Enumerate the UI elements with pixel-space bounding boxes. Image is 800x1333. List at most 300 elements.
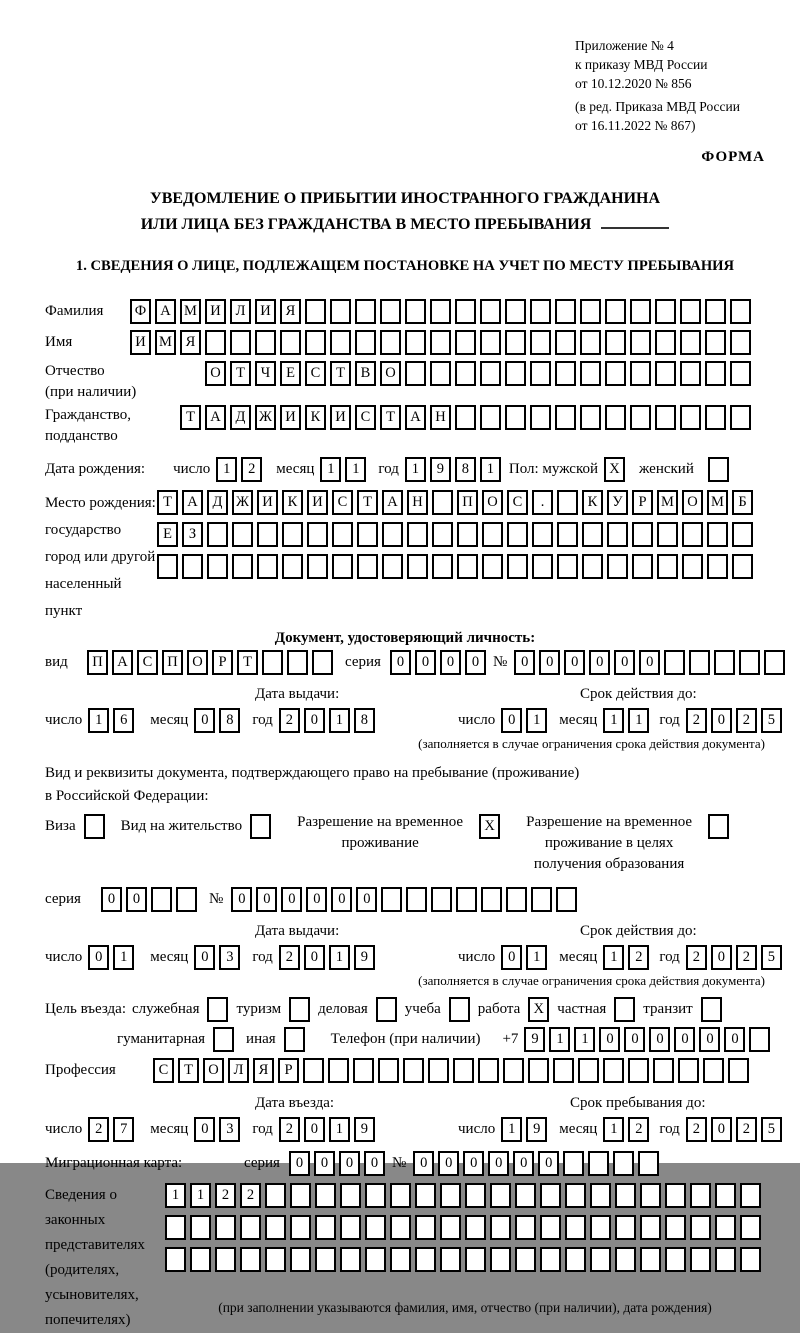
form-cell[interactable]: [357, 522, 378, 547]
form-cell[interactable]: [406, 887, 427, 912]
form-cell[interactable]: Р: [212, 650, 233, 675]
form-cell[interactable]: [440, 1247, 461, 1272]
form-cell[interactable]: [428, 1058, 449, 1083]
form-cell[interactable]: [290, 1215, 311, 1240]
form-cell[interactable]: [432, 490, 453, 515]
form-cell[interactable]: [557, 522, 578, 547]
form-cell[interactable]: [540, 1247, 561, 1272]
form-cell[interactable]: [665, 1215, 686, 1240]
form-cell[interactable]: [730, 299, 751, 324]
form-cell[interactable]: 1: [113, 945, 134, 970]
form-cell[interactable]: [557, 490, 578, 515]
form-cell[interactable]: [407, 554, 428, 579]
form-cell[interactable]: [232, 554, 253, 579]
form-cell[interactable]: С: [153, 1058, 174, 1083]
form-cell[interactable]: [530, 361, 551, 386]
form-cell[interactable]: [151, 887, 172, 912]
form-cell[interactable]: [255, 330, 276, 355]
form-cell[interactable]: [580, 299, 601, 324]
form-cell[interactable]: [563, 1151, 584, 1176]
form-cell[interactable]: А: [205, 405, 226, 430]
form-cell[interactable]: [328, 1058, 349, 1083]
form-cell[interactable]: [340, 1247, 361, 1272]
form-cell[interactable]: [340, 1215, 361, 1240]
form-cell[interactable]: [415, 1247, 436, 1272]
form-cell[interactable]: [630, 361, 651, 386]
form-cell[interactable]: 0: [438, 1151, 459, 1176]
form-cell[interactable]: [315, 1183, 336, 1208]
form-cell[interactable]: З: [182, 522, 203, 547]
form-cell[interactable]: 1: [628, 708, 649, 733]
form-cell[interactable]: А: [382, 490, 403, 515]
form-cell[interactable]: Л: [228, 1058, 249, 1083]
form-cell[interactable]: [557, 554, 578, 579]
form-cell[interactable]: [690, 1247, 711, 1272]
form-cell[interactable]: [640, 1183, 661, 1208]
form-cell[interactable]: 1: [526, 945, 547, 970]
form-cell[interactable]: 0: [304, 945, 325, 970]
form-cell[interactable]: 1: [501, 1117, 522, 1142]
purpose-checkbox[interactable]: [701, 997, 722, 1022]
form-cell[interactable]: [680, 299, 701, 324]
form-cell[interactable]: [190, 1215, 211, 1240]
form-cell[interactable]: Л: [230, 299, 251, 324]
form-cell[interactable]: [390, 1215, 411, 1240]
form-cell[interactable]: [230, 330, 251, 355]
form-cell[interactable]: [707, 522, 728, 547]
form-cell[interactable]: 0: [314, 1151, 335, 1176]
form-cell[interactable]: 1: [603, 945, 624, 970]
form-cell[interactable]: [732, 554, 753, 579]
form-cell[interactable]: 1: [165, 1183, 186, 1208]
form-cell[interactable]: [715, 1215, 736, 1240]
form-cell[interactable]: [307, 554, 328, 579]
form-cell[interactable]: [457, 554, 478, 579]
form-cell[interactable]: М: [707, 490, 728, 515]
form-cell[interactable]: [262, 650, 283, 675]
form-cell[interactable]: [690, 1215, 711, 1240]
form-cell[interactable]: [505, 330, 526, 355]
form-cell[interactable]: [605, 299, 626, 324]
form-cell[interactable]: [653, 1058, 674, 1083]
form-cell[interactable]: 2: [628, 945, 649, 970]
form-cell[interactable]: 5: [761, 708, 782, 733]
form-cell[interactable]: [555, 361, 576, 386]
form-cell[interactable]: 0: [711, 1117, 732, 1142]
form-cell[interactable]: Е: [157, 522, 178, 547]
form-cell[interactable]: 0: [614, 650, 635, 675]
form-cell[interactable]: [465, 1183, 486, 1208]
form-cell[interactable]: 3: [219, 1117, 240, 1142]
form-cell[interactable]: [664, 650, 685, 675]
form-cell[interactable]: 0: [413, 1151, 434, 1176]
form-cell[interactable]: [507, 522, 528, 547]
form-cell[interactable]: [165, 1247, 186, 1272]
form-cell[interactable]: [657, 554, 678, 579]
form-cell[interactable]: 2: [279, 1117, 300, 1142]
form-cell[interactable]: [590, 1247, 611, 1272]
form-cell[interactable]: [403, 1058, 424, 1083]
form-cell[interactable]: 0: [649, 1027, 670, 1052]
form-cell[interactable]: И: [205, 299, 226, 324]
form-cell[interactable]: [690, 1183, 711, 1208]
form-cell[interactable]: [365, 1183, 386, 1208]
form-cell[interactable]: [628, 1058, 649, 1083]
form-cell[interactable]: [603, 1058, 624, 1083]
form-cell[interactable]: [353, 1058, 374, 1083]
form-cell[interactable]: [689, 650, 710, 675]
form-cell[interactable]: [303, 1058, 324, 1083]
form-cell[interactable]: [588, 1151, 609, 1176]
form-cell[interactable]: [582, 522, 603, 547]
form-cell[interactable]: [632, 522, 653, 547]
form-cell[interactable]: 0: [126, 887, 147, 912]
form-cell[interactable]: [678, 1058, 699, 1083]
form-cell[interactable]: [355, 299, 376, 324]
purpose-checkbox[interactable]: [213, 1027, 234, 1052]
form-cell[interactable]: [555, 405, 576, 430]
form-cell[interactable]: [530, 299, 551, 324]
form-cell[interactable]: [378, 1058, 399, 1083]
form-cell[interactable]: [453, 1058, 474, 1083]
form-cell[interactable]: .: [532, 490, 553, 515]
form-cell[interactable]: Т: [157, 490, 178, 515]
form-cell[interactable]: [440, 1183, 461, 1208]
form-cell[interactable]: [440, 1215, 461, 1240]
form-cell[interactable]: [515, 1183, 536, 1208]
form-cell[interactable]: С: [355, 405, 376, 430]
form-cell[interactable]: [532, 522, 553, 547]
form-cell[interactable]: Б: [732, 490, 753, 515]
form-cell[interactable]: 2: [686, 708, 707, 733]
form-cell[interactable]: [305, 330, 326, 355]
form-cell[interactable]: [405, 299, 426, 324]
form-cell[interactable]: 5: [761, 1117, 782, 1142]
form-cell[interactable]: 0: [194, 708, 215, 733]
form-cell[interactable]: Р: [632, 490, 653, 515]
form-cell[interactable]: [615, 1247, 636, 1272]
form-cell[interactable]: 2: [686, 945, 707, 970]
form-cell[interactable]: 0: [331, 887, 352, 912]
form-cell[interactable]: [630, 405, 651, 430]
form-cell[interactable]: [490, 1215, 511, 1240]
form-cell[interactable]: [728, 1058, 749, 1083]
form-cell[interactable]: [714, 650, 735, 675]
form-cell[interactable]: 0: [711, 708, 732, 733]
form-cell[interactable]: [265, 1183, 286, 1208]
form-cell[interactable]: 0: [711, 945, 732, 970]
form-cell[interactable]: 0: [88, 945, 109, 970]
form-cell[interactable]: [590, 1183, 611, 1208]
form-cell[interactable]: П: [457, 490, 478, 515]
form-cell[interactable]: [703, 1058, 724, 1083]
form-cell[interactable]: 0: [415, 650, 436, 675]
form-cell[interactable]: 0: [256, 887, 277, 912]
form-cell[interactable]: [312, 650, 333, 675]
form-cell[interactable]: [182, 554, 203, 579]
form-cell[interactable]: [565, 1247, 586, 1272]
form-cell[interactable]: 2: [279, 708, 300, 733]
form-cell[interactable]: Д: [230, 405, 251, 430]
form-cell[interactable]: Я: [180, 330, 201, 355]
form-cell[interactable]: 0: [440, 650, 461, 675]
form-cell[interactable]: 8: [354, 708, 375, 733]
form-cell[interactable]: 1: [190, 1183, 211, 1208]
form-cell[interactable]: [680, 361, 701, 386]
form-cell[interactable]: [465, 1247, 486, 1272]
form-cell[interactable]: 1: [329, 708, 350, 733]
form-cell[interactable]: [740, 1183, 761, 1208]
form-cell[interactable]: [580, 405, 601, 430]
purpose-checkbox[interactable]: [284, 1027, 305, 1052]
form-cell[interactable]: С: [137, 650, 158, 675]
form-cell[interactable]: [287, 650, 308, 675]
form-cell[interactable]: 0: [699, 1027, 720, 1052]
form-cell[interactable]: 1: [480, 457, 501, 482]
form-cell[interactable]: [490, 1183, 511, 1208]
form-cell[interactable]: 0: [289, 1151, 310, 1176]
form-cell[interactable]: [705, 330, 726, 355]
form-cell[interactable]: [480, 405, 501, 430]
form-cell[interactable]: Я: [280, 299, 301, 324]
form-cell[interactable]: [578, 1058, 599, 1083]
form-cell[interactable]: 1: [603, 1117, 624, 1142]
form-cell[interactable]: 0: [465, 650, 486, 675]
form-cell[interactable]: [530, 405, 551, 430]
form-cell[interactable]: Т: [330, 361, 351, 386]
form-cell[interactable]: 9: [524, 1027, 545, 1052]
form-cell[interactable]: [457, 522, 478, 547]
form-cell[interactable]: [390, 1183, 411, 1208]
form-cell[interactable]: К: [582, 490, 603, 515]
form-cell[interactable]: 9: [354, 945, 375, 970]
form-cell[interactable]: [382, 554, 403, 579]
form-cell[interactable]: С: [305, 361, 326, 386]
form-cell[interactable]: [515, 1215, 536, 1240]
form-cell[interactable]: [638, 1151, 659, 1176]
form-cell[interactable]: [540, 1215, 561, 1240]
purpose-checkbox[interactable]: X: [528, 997, 549, 1022]
form-cell[interactable]: [715, 1183, 736, 1208]
form-cell[interactable]: [605, 361, 626, 386]
form-cell[interactable]: [465, 1215, 486, 1240]
form-cell[interactable]: [290, 1247, 311, 1272]
form-cell[interactable]: 8: [219, 708, 240, 733]
form-cell[interactable]: П: [162, 650, 183, 675]
form-cell[interactable]: 9: [430, 457, 451, 482]
form-cell[interactable]: [405, 361, 426, 386]
form-cell[interactable]: К: [305, 405, 326, 430]
form-cell[interactable]: [176, 887, 197, 912]
form-cell[interactable]: [655, 405, 676, 430]
form-cell[interactable]: О: [203, 1058, 224, 1083]
form-cell[interactable]: 2: [241, 457, 262, 482]
form-cell[interactable]: [205, 330, 226, 355]
form-cell[interactable]: [630, 330, 651, 355]
form-cell[interactable]: М: [180, 299, 201, 324]
form-cell[interactable]: [481, 887, 502, 912]
form-cell[interactable]: [232, 522, 253, 547]
form-cell[interactable]: [431, 887, 452, 912]
form-cell[interactable]: [705, 361, 726, 386]
form-cell[interactable]: 3: [219, 945, 240, 970]
form-cell[interactable]: [730, 405, 751, 430]
form-cell[interactable]: [282, 554, 303, 579]
form-cell[interactable]: Т: [230, 361, 251, 386]
form-cell[interactable]: [605, 330, 626, 355]
form-cell[interactable]: [680, 405, 701, 430]
form-cell[interactable]: Р: [278, 1058, 299, 1083]
form-cell[interactable]: [555, 299, 576, 324]
form-cell[interactable]: [380, 330, 401, 355]
form-cell[interactable]: [705, 299, 726, 324]
form-cell[interactable]: [280, 330, 301, 355]
form-cell[interactable]: 2: [215, 1183, 236, 1208]
form-cell[interactable]: [430, 361, 451, 386]
form-cell[interactable]: А: [405, 405, 426, 430]
form-cell[interactable]: [257, 554, 278, 579]
form-cell[interactable]: 0: [231, 887, 252, 912]
form-cell[interactable]: 7: [113, 1117, 134, 1142]
form-cell[interactable]: О: [205, 361, 226, 386]
form-cell[interactable]: О: [380, 361, 401, 386]
form-cell[interactable]: [190, 1247, 211, 1272]
form-cell[interactable]: И: [307, 490, 328, 515]
form-cell[interactable]: [565, 1215, 586, 1240]
form-cell[interactable]: 0: [339, 1151, 360, 1176]
form-cell[interactable]: 2: [240, 1183, 261, 1208]
form-cell[interactable]: И: [255, 299, 276, 324]
form-cell[interactable]: [590, 1215, 611, 1240]
form-cell[interactable]: [607, 554, 628, 579]
form-cell[interactable]: 1: [603, 708, 624, 733]
form-cell[interactable]: 9: [354, 1117, 375, 1142]
form-cell[interactable]: 2: [736, 945, 757, 970]
temp-residence-education-checkbox[interactable]: [708, 814, 729, 839]
form-cell[interactable]: О: [187, 650, 208, 675]
form-cell[interactable]: С: [507, 490, 528, 515]
form-cell[interactable]: [365, 1247, 386, 1272]
form-cell[interactable]: О: [682, 490, 703, 515]
form-cell[interactable]: [532, 554, 553, 579]
form-cell[interactable]: А: [112, 650, 133, 675]
form-cell[interactable]: А: [155, 299, 176, 324]
form-cell[interactable]: [655, 330, 676, 355]
form-cell[interactable]: [405, 330, 426, 355]
form-cell[interactable]: [680, 330, 701, 355]
form-cell[interactable]: [528, 1058, 549, 1083]
form-cell[interactable]: [215, 1215, 236, 1240]
form-cell[interactable]: Д: [207, 490, 228, 515]
form-cell[interactable]: Т: [180, 405, 201, 430]
purpose-checkbox[interactable]: [207, 997, 228, 1022]
form-cell[interactable]: [415, 1215, 436, 1240]
form-cell[interactable]: 2: [88, 1117, 109, 1142]
form-cell[interactable]: 0: [564, 650, 585, 675]
form-cell[interactable]: [607, 522, 628, 547]
form-cell[interactable]: [705, 405, 726, 430]
form-cell[interactable]: [332, 522, 353, 547]
form-cell[interactable]: 0: [589, 650, 610, 675]
form-cell[interactable]: [207, 522, 228, 547]
form-cell[interactable]: [530, 330, 551, 355]
form-cell[interactable]: [555, 330, 576, 355]
form-cell[interactable]: М: [155, 330, 176, 355]
form-cell[interactable]: 0: [281, 887, 302, 912]
form-cell[interactable]: [730, 330, 751, 355]
form-cell[interactable]: [380, 299, 401, 324]
form-cell[interactable]: [407, 522, 428, 547]
form-cell[interactable]: Н: [407, 490, 428, 515]
form-cell[interactable]: [265, 1215, 286, 1240]
temp-residence-checkbox[interactable]: X: [479, 814, 500, 839]
purpose-checkbox[interactable]: [614, 997, 635, 1022]
form-cell[interactable]: [315, 1247, 336, 1272]
form-cell[interactable]: [682, 554, 703, 579]
form-cell[interactable]: [655, 299, 676, 324]
form-cell[interactable]: [632, 554, 653, 579]
form-cell[interactable]: [305, 299, 326, 324]
form-cell[interactable]: [707, 554, 728, 579]
form-cell[interactable]: 1: [526, 708, 547, 733]
form-cell[interactable]: [157, 554, 178, 579]
female-checkbox[interactable]: [708, 457, 729, 482]
form-cell[interactable]: [480, 299, 501, 324]
form-cell[interactable]: 8: [455, 457, 476, 482]
form-cell[interactable]: [456, 887, 477, 912]
form-cell[interactable]: [430, 299, 451, 324]
form-cell[interactable]: 0: [194, 1117, 215, 1142]
form-cell[interactable]: Е: [280, 361, 301, 386]
form-cell[interactable]: 0: [599, 1027, 620, 1052]
purpose-checkbox[interactable]: [449, 997, 470, 1022]
form-cell[interactable]: 2: [736, 1117, 757, 1142]
form-cell[interactable]: И: [280, 405, 301, 430]
form-cell[interactable]: [282, 522, 303, 547]
form-cell[interactable]: 1: [549, 1027, 570, 1052]
form-cell[interactable]: [531, 887, 552, 912]
form-cell[interactable]: 0: [514, 650, 535, 675]
form-cell[interactable]: [682, 522, 703, 547]
form-cell[interactable]: [432, 522, 453, 547]
form-cell[interactable]: Я: [253, 1058, 274, 1083]
form-cell[interactable]: Ж: [255, 405, 276, 430]
form-cell[interactable]: [207, 554, 228, 579]
form-cell[interactable]: 2: [279, 945, 300, 970]
form-cell[interactable]: 0: [501, 708, 522, 733]
form-cell[interactable]: [503, 1058, 524, 1083]
form-cell[interactable]: Т: [357, 490, 378, 515]
form-cell[interactable]: М: [657, 490, 678, 515]
form-cell[interactable]: [565, 1183, 586, 1208]
form-cell[interactable]: [505, 299, 526, 324]
form-cell[interactable]: [455, 330, 476, 355]
form-cell[interactable]: [365, 1215, 386, 1240]
form-cell[interactable]: Ж: [232, 490, 253, 515]
form-cell[interactable]: С: [332, 490, 353, 515]
form-cell[interactable]: [505, 405, 526, 430]
form-cell[interactable]: 0: [488, 1151, 509, 1176]
form-cell[interactable]: [615, 1183, 636, 1208]
male-checkbox[interactable]: X: [604, 457, 625, 482]
form-cell[interactable]: [507, 554, 528, 579]
form-cell[interactable]: 6: [113, 708, 134, 733]
form-cell[interactable]: [382, 522, 403, 547]
form-cell[interactable]: [315, 1215, 336, 1240]
form-cell[interactable]: Ф: [130, 299, 151, 324]
form-cell[interactable]: [330, 330, 351, 355]
form-cell[interactable]: [630, 299, 651, 324]
